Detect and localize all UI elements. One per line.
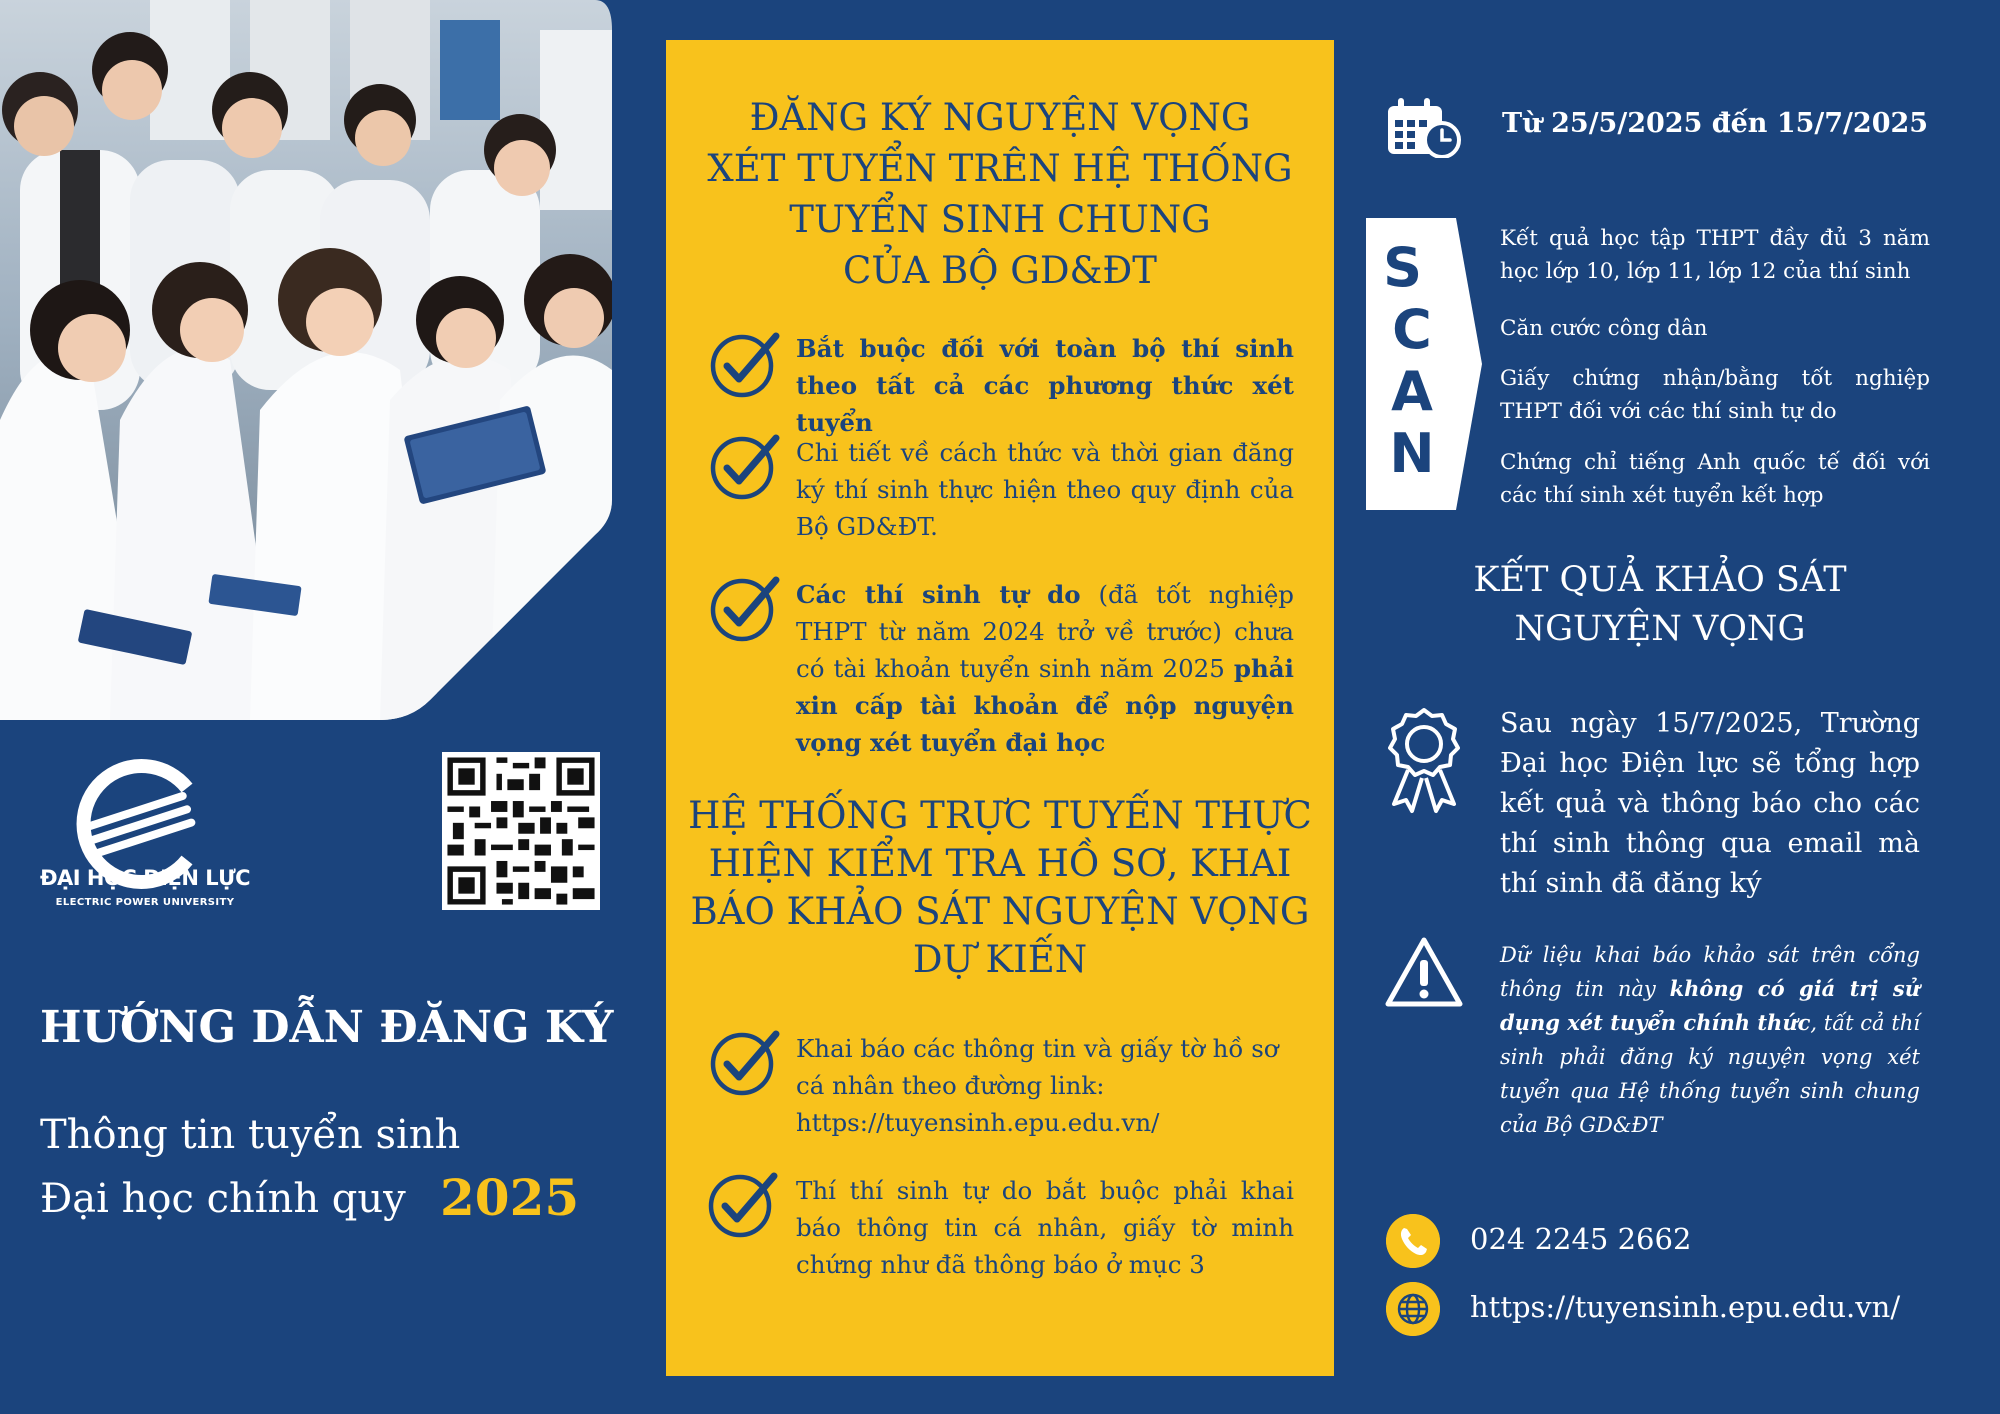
scan-letter-s: S xyxy=(1383,236,1423,299)
check-icon xyxy=(706,1166,780,1240)
scan-item: Căn cước công dân xyxy=(1500,316,1708,341)
warning-icon xyxy=(1384,936,1464,1008)
calendar-clock-icon xyxy=(1386,98,1462,158)
scan-letter: C xyxy=(1392,298,1432,361)
check-icon xyxy=(708,428,782,502)
scan-letter: N xyxy=(1389,422,1435,485)
scan-item: Chứng chỉ tiếng Anh quốc tế đối với các thí sinh xét tuyển kết hợp xyxy=(1500,450,1930,508)
contact-phone[interactable]: 024 2245 2662 xyxy=(1470,1222,1692,1256)
registration-panel xyxy=(666,40,1334,1376)
online-system-title: HỆ THỐNG TRỰC TUYẾN THỰC HIỆN KIỂM TRA HỒ SƠ, KHAI BÁO KHẢO SÁT NGUYỆN VỌNG DỰ KIẾN xyxy=(688,794,1312,981)
list-item: Các thí sinh tự do (đã tốt nghiệp THPT từ năm 2024 trở về trước) chưa có tài khoản tuyển sinh năm 2025 phải xin cấp tài khoản để nộp nguyện vọng xét tuyển đại học xyxy=(796,580,1294,757)
qr-code-icon[interactable] xyxy=(442,752,600,910)
globe-icon xyxy=(1386,1282,1440,1336)
scan-item: Giấy chứng nhận/bằng tốt nghiệp THPT đối với các thí sinh tự do xyxy=(1500,366,1930,424)
scan-letter: A xyxy=(1391,360,1433,423)
students-photo xyxy=(0,0,612,720)
check-icon xyxy=(708,570,782,644)
survey-results-title: KẾT QUẢ KHẢO SÁT NGUYỆN VỌNG xyxy=(1473,560,1847,649)
list-item: Bắt buộc đối với toàn bộ thí sinh theo tất cả các phương thức xét tuyển xyxy=(796,334,1294,437)
logo-university-subtitle: ELECTRIC POWER UNIVERSITY xyxy=(55,897,235,908)
scan-item: Kết quả học tập THPT đầy đủ 3 năm học lớp 10, lớp 11, lớp 12 của thí sinh xyxy=(1500,226,1930,284)
list-item: Chi tiết về cách thức và thời gian đăng ký thí sinh thực hiện theo quy định của Bộ GD&ĐT. xyxy=(796,438,1294,541)
list-item: Khai báo các thông tin và giấy tờ hồ sơ cá nhân theo đường link: https://tuyensinh.epu.edu.vn/ xyxy=(796,1034,1279,1137)
registration-date-range: Từ 25/5/2025 đến 15/7/2025 xyxy=(1502,108,1929,139)
epu-logo-icon xyxy=(62,748,222,918)
registration-title: ĐĂNG KÝ NGUYỆN VỌNG XÉT TUYỂN TRÊN HỆ THỐNG TUYỂN SINH CHUNG CỦA BỘ GD&ĐT xyxy=(707,96,1293,292)
guide-title: HƯỚNG DẪN ĐĂNG KÝ xyxy=(40,1002,614,1053)
contact-website[interactable]: https://tuyensinh.epu.edu.vn/ xyxy=(1470,1290,1901,1324)
award-badge-icon xyxy=(1386,706,1462,814)
phone-icon xyxy=(1386,1214,1440,1268)
logo-university-name: ĐẠI HỌC ĐIỆN LỰC xyxy=(39,866,251,890)
scan-label-box xyxy=(1366,218,1482,510)
program-type-line: Đại học chính quy xyxy=(40,1176,406,1222)
admission-info-line: Thông tin tuyển sinh xyxy=(40,1112,461,1158)
check-icon xyxy=(708,326,782,400)
admission-year: 2025 xyxy=(440,1168,580,1227)
survey-results-text: Sau ngày 15/7/2025, Trường Đại học Điện lực sẽ tổng hợp kết quả và thông báo cho các thí sinh thông qua email mà thí sinh đã đăng ký xyxy=(1500,708,1920,899)
svg-text:S CAN xyxy=(1383,236,1441,485)
check-icon xyxy=(708,1024,782,1098)
list-item: Thí thí sinh tự do bắt buộc phải khai báo thông tin cá nhân, giấy tờ minh chứng như đã thông báo ở mục 3 xyxy=(796,1176,1294,1279)
registration-link[interactable]: https://tuyensinh.epu.edu.vn/ xyxy=(796,1108,1160,1137)
warning-text: Dữ liệu khai báo khảo sát trên cổng thông tin này không có giá trị sử dụng xét tuyển chính thức, tất cả thí sinh phải đăng ký nguyện vọng xét tuyển qua Hệ thống tuyển sinh chung của Bộ GD&ĐT xyxy=(1500,943,1920,1137)
